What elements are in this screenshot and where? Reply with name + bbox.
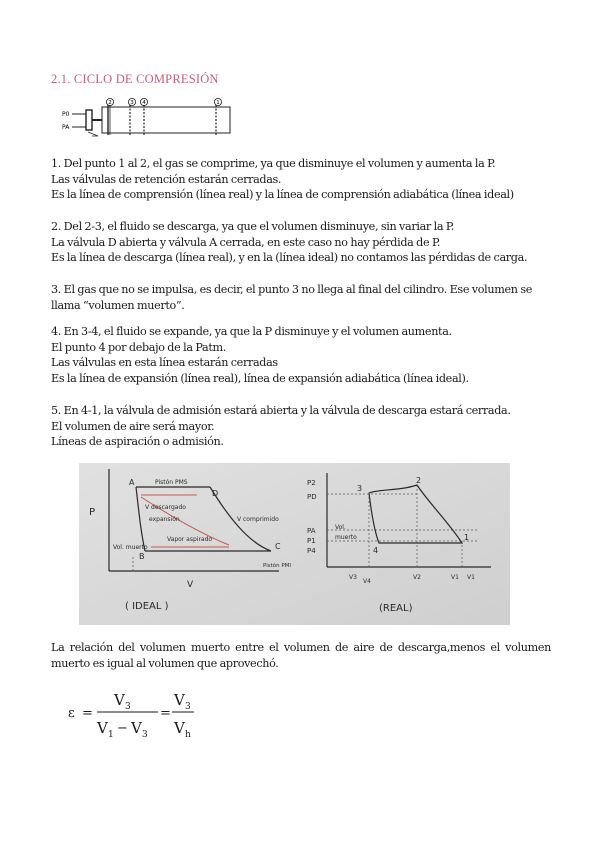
compressor-schematic [58,96,238,138]
ideal-axis-v: V [187,580,194,590]
paragraph-line: Las válvulas en esta línea estarán cerradas [51,356,278,369]
ideal-point-b: B [139,552,145,561]
paragraph-4 [51,324,551,386]
real-note: muerto [335,534,357,541]
real-x-tick: V1 [451,574,459,581]
paragraph-5 [51,403,551,450]
formula-den1-b-sub: 3 [142,730,148,740]
formula-den1-a: V [97,719,108,737]
paragraph-line: 1. Del punto 1 al 2, el gas se comprime, ya que disminuye el volumen y aumenta la P. [51,157,496,170]
formula-num2-sub: 3 [185,702,191,712]
real-x-tick: V3 [349,574,357,581]
paragraph-2 [51,219,551,266]
real-point-4: 4 [373,546,379,555]
ideal-note: expansión [149,516,180,523]
paragraph-line: 3. El gas que no se impulsa, es decir, el punto 3 no llega al final del cilindro. Ese volumen se [51,283,532,296]
real-y-tick: PD [307,493,317,501]
real-y-tick: P2 [307,479,316,487]
ideal-note: Vol. muerto [113,544,148,551]
real-y-tick: P4 [307,547,316,555]
real-note: Vol. [335,524,346,531]
schematic-label-pa: PA [62,124,70,131]
pv-diagram-sketch [79,463,510,625]
formula-num1-sub: 3 [125,702,131,712]
paragraph-line: Es la línea de expansión (línea real), línea de expansión adiabática (línea ideal). [51,371,469,385]
real-x-tick: V4 [363,578,371,585]
ideal-note: V comprimido [237,516,279,523]
paragraph-line: 5. En 4-1, la válvula de admisión estará abierta y la válvula de descarga estará cerrada. [51,404,511,417]
formula-epsilon: ε [68,706,75,721]
paragraph-line: llama “volumen muerto”. [51,298,185,312]
schematic-point-2: 2 [108,100,112,106]
paragraph-line: La relación del volumen muerto entre el volumen de aire de descarga,menos el volumen [51,641,551,654]
paragraph-line: Es la línea de comprensión (línea real) y la línea de comprensión adiabática (línea ideal) [51,188,514,201]
paragraph-line: El volumen de aire será mayor. [51,419,215,433]
paragraph-line: Líneas de aspiración o admisión. [51,435,224,448]
ideal-note: Pistón PMI [263,563,292,569]
formula-den1-a-sub: 1 [108,730,114,740]
formula-minus: − [117,721,128,736]
paragraph-line: 4. En 3-4, el fluido se expande, ya que la P disminuye y el volumen aumenta. [51,325,452,338]
paragraph-line: Las válvulas de retención estarán cerradas. [51,172,282,186]
real-y-tick: PA [307,527,316,535]
real-point-2: 2 [416,476,422,485]
paragraph-line: El punto 4 por debajo de la Patm. [51,340,226,354]
schematic-point-3: 3 [130,100,134,106]
ideal-point-d: D [212,489,219,498]
ideal-point-a: A [129,478,135,487]
real-point-1: 1 [464,533,470,542]
schematic-point-4: 4 [142,100,146,106]
ideal-note: Vapor aspirado [167,536,213,543]
ideal-note: Pistón PMS [155,479,188,486]
paragraph-line: muerto es igual al volumen que aprovechó. [51,656,279,670]
ideal-caption: ( IDEAL ) [125,601,169,612]
formula-num2: V [174,691,185,709]
paragraph-line: La válvula D abierta y válvula A cerrada, en este caso no hay pérdida de P. [51,235,441,249]
dead-volume-formula [64,690,264,750]
paragraph-1 [51,156,551,203]
section-title: 2.1. CICLO DE COMPRESIÓN [51,72,219,86]
formula-den1-b: V [131,719,142,737]
formula-equals-2: = [160,706,171,721]
ideal-note: V descargado [145,504,186,511]
formula-equals: = [82,706,93,721]
real-x-tick: V2 [413,574,421,581]
ideal-point-c: C [275,542,281,551]
paragraph-line: 2. Del 2-3, el fluido se descarga, ya que el volumen disminuye, sin variar la P. [51,220,454,233]
real-caption: (REAL) [379,603,413,614]
formula-num1: V [114,691,125,709]
closing-paragraph [51,640,551,671]
ideal-axis-p: P [89,507,96,518]
formula-den2-sub: h [185,730,191,740]
real-point-3: 3 [357,484,363,493]
schematic-point-1: 1 [216,100,220,106]
paragraph-line: Es la línea de descarga (línea real), y en la (línea ideal) no contamos las pérdidas de carga. [51,251,528,264]
real-x-tick: V1 [467,574,475,581]
formula-den2: V [174,719,185,737]
real-y-tick: P1 [307,537,316,545]
schematic-label-p0: P0 [62,111,70,118]
paragraph-3 [51,282,551,313]
